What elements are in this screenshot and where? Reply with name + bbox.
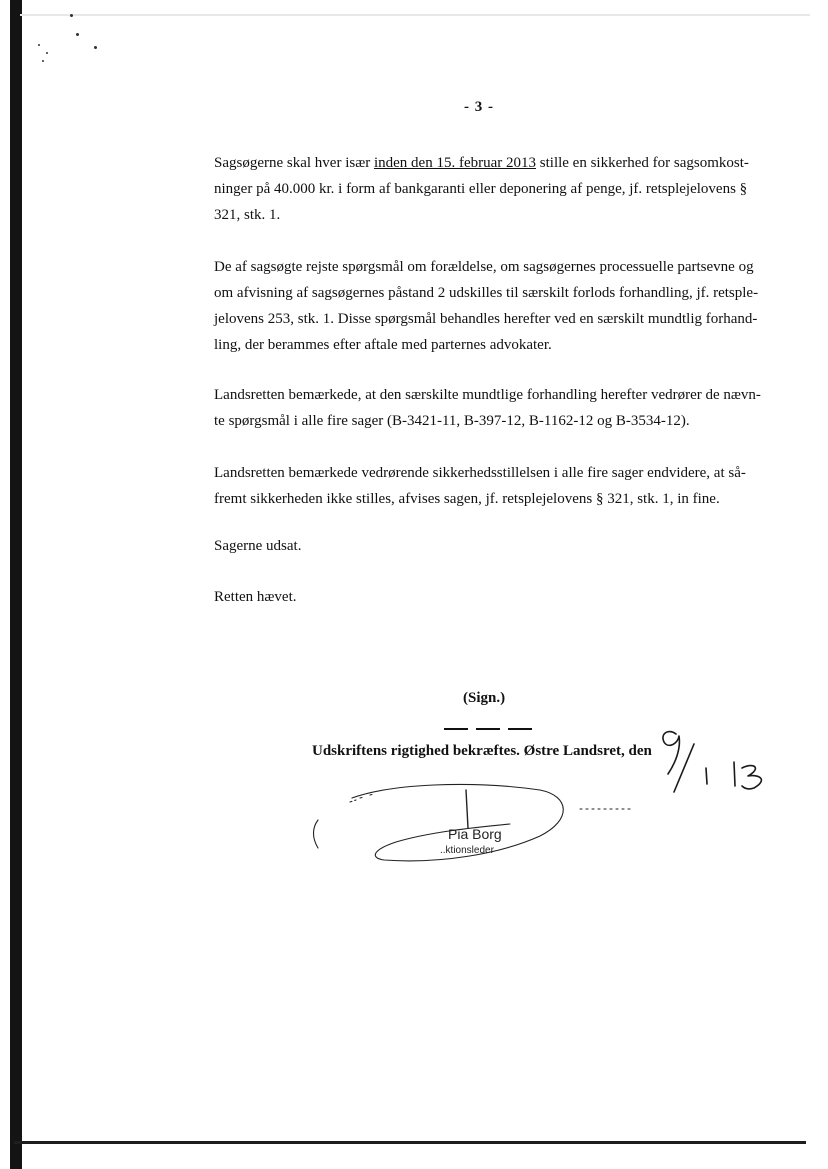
text-line: Retten hævet. [214, 589, 297, 605]
scan-speck [76, 33, 79, 36]
scan-edge-left [10, 0, 22, 1169]
scan-speck [94, 46, 97, 49]
stamp-title: ..ktionsleder [440, 845, 494, 856]
text-span: stille en sikkerhed for sagsomkost- [536, 155, 749, 171]
scan-edge-bottom [14, 1141, 806, 1144]
text-line [214, 150, 754, 176]
text-line: 321, stk. 1. [214, 207, 281, 223]
text-line: te spørgsmål i alle fire sager (B-3421-11, B-397-12, B-1162-12 og B-3534-12). [214, 413, 690, 429]
paragraph-separate-hearing [214, 254, 759, 358]
text-line: fremt sikkerheden ikke stilles, afvises sagen, jf. retsplejelovens § 321, stk. 1, in fine. [214, 491, 720, 507]
text-line: ling, der berammes efter aftale med parternes advokater. [214, 337, 552, 353]
certification-line: Udskriftens rigtighed bekræftes. Østre Landsret, den [312, 743, 652, 759]
deadline-underlined: inden den 15. februar 2013 [373, 155, 537, 171]
stamp-name: Pia Borg [448, 826, 502, 842]
scan-speck [38, 44, 40, 46]
text-line: jelovens 253, stk. 1. Disse spørgsmål behandles herefter ved en særskilt mundtlig forhand- [214, 311, 758, 327]
text-span: Sagsøgerne skal hver især [214, 155, 374, 171]
text-line: Landsretten bemærkede vedrørende sikkerhedsstillelsen i alle fire sager endvidere, at så- [214, 465, 746, 481]
text-line: om afvisning af sagsøgernes påstand 2 udskilles til særskilt forlods forhandling, jf. retsple- [214, 285, 759, 301]
page-number: - 3 - [464, 99, 494, 115]
scan-speck [70, 14, 73, 17]
separator-dashes [444, 728, 534, 730]
paragraph-dismissal [214, 460, 754, 512]
paragraph-court-adjourned [214, 584, 754, 610]
paragraph-adjourned [214, 533, 754, 559]
sign-note: (Sign.) [463, 690, 506, 706]
scan-speck [42, 60, 44, 62]
scan-edge-top [20, 14, 810, 16]
text-line: De af sagsøgte rejste spørgsmål om forældelse, om sagsøgernes processuelle partsevne og [214, 259, 754, 275]
text-line: ninger på 40.000 kr. i form af bankgaranti eller deponering af penge, jf. retsplejelovens § [214, 181, 748, 197]
text-line: Sagerne udsat. [214, 538, 302, 554]
paragraph-four-cases [214, 382, 761, 434]
scan-speck [46, 52, 48, 54]
text-line: Landsretten bemærkede, at den særskilte mundtlige forhandling herefter vedrører de nævn- [214, 387, 761, 403]
handwritten-date-image [650, 722, 780, 802]
paragraph-security-deadline [214, 150, 754, 228]
